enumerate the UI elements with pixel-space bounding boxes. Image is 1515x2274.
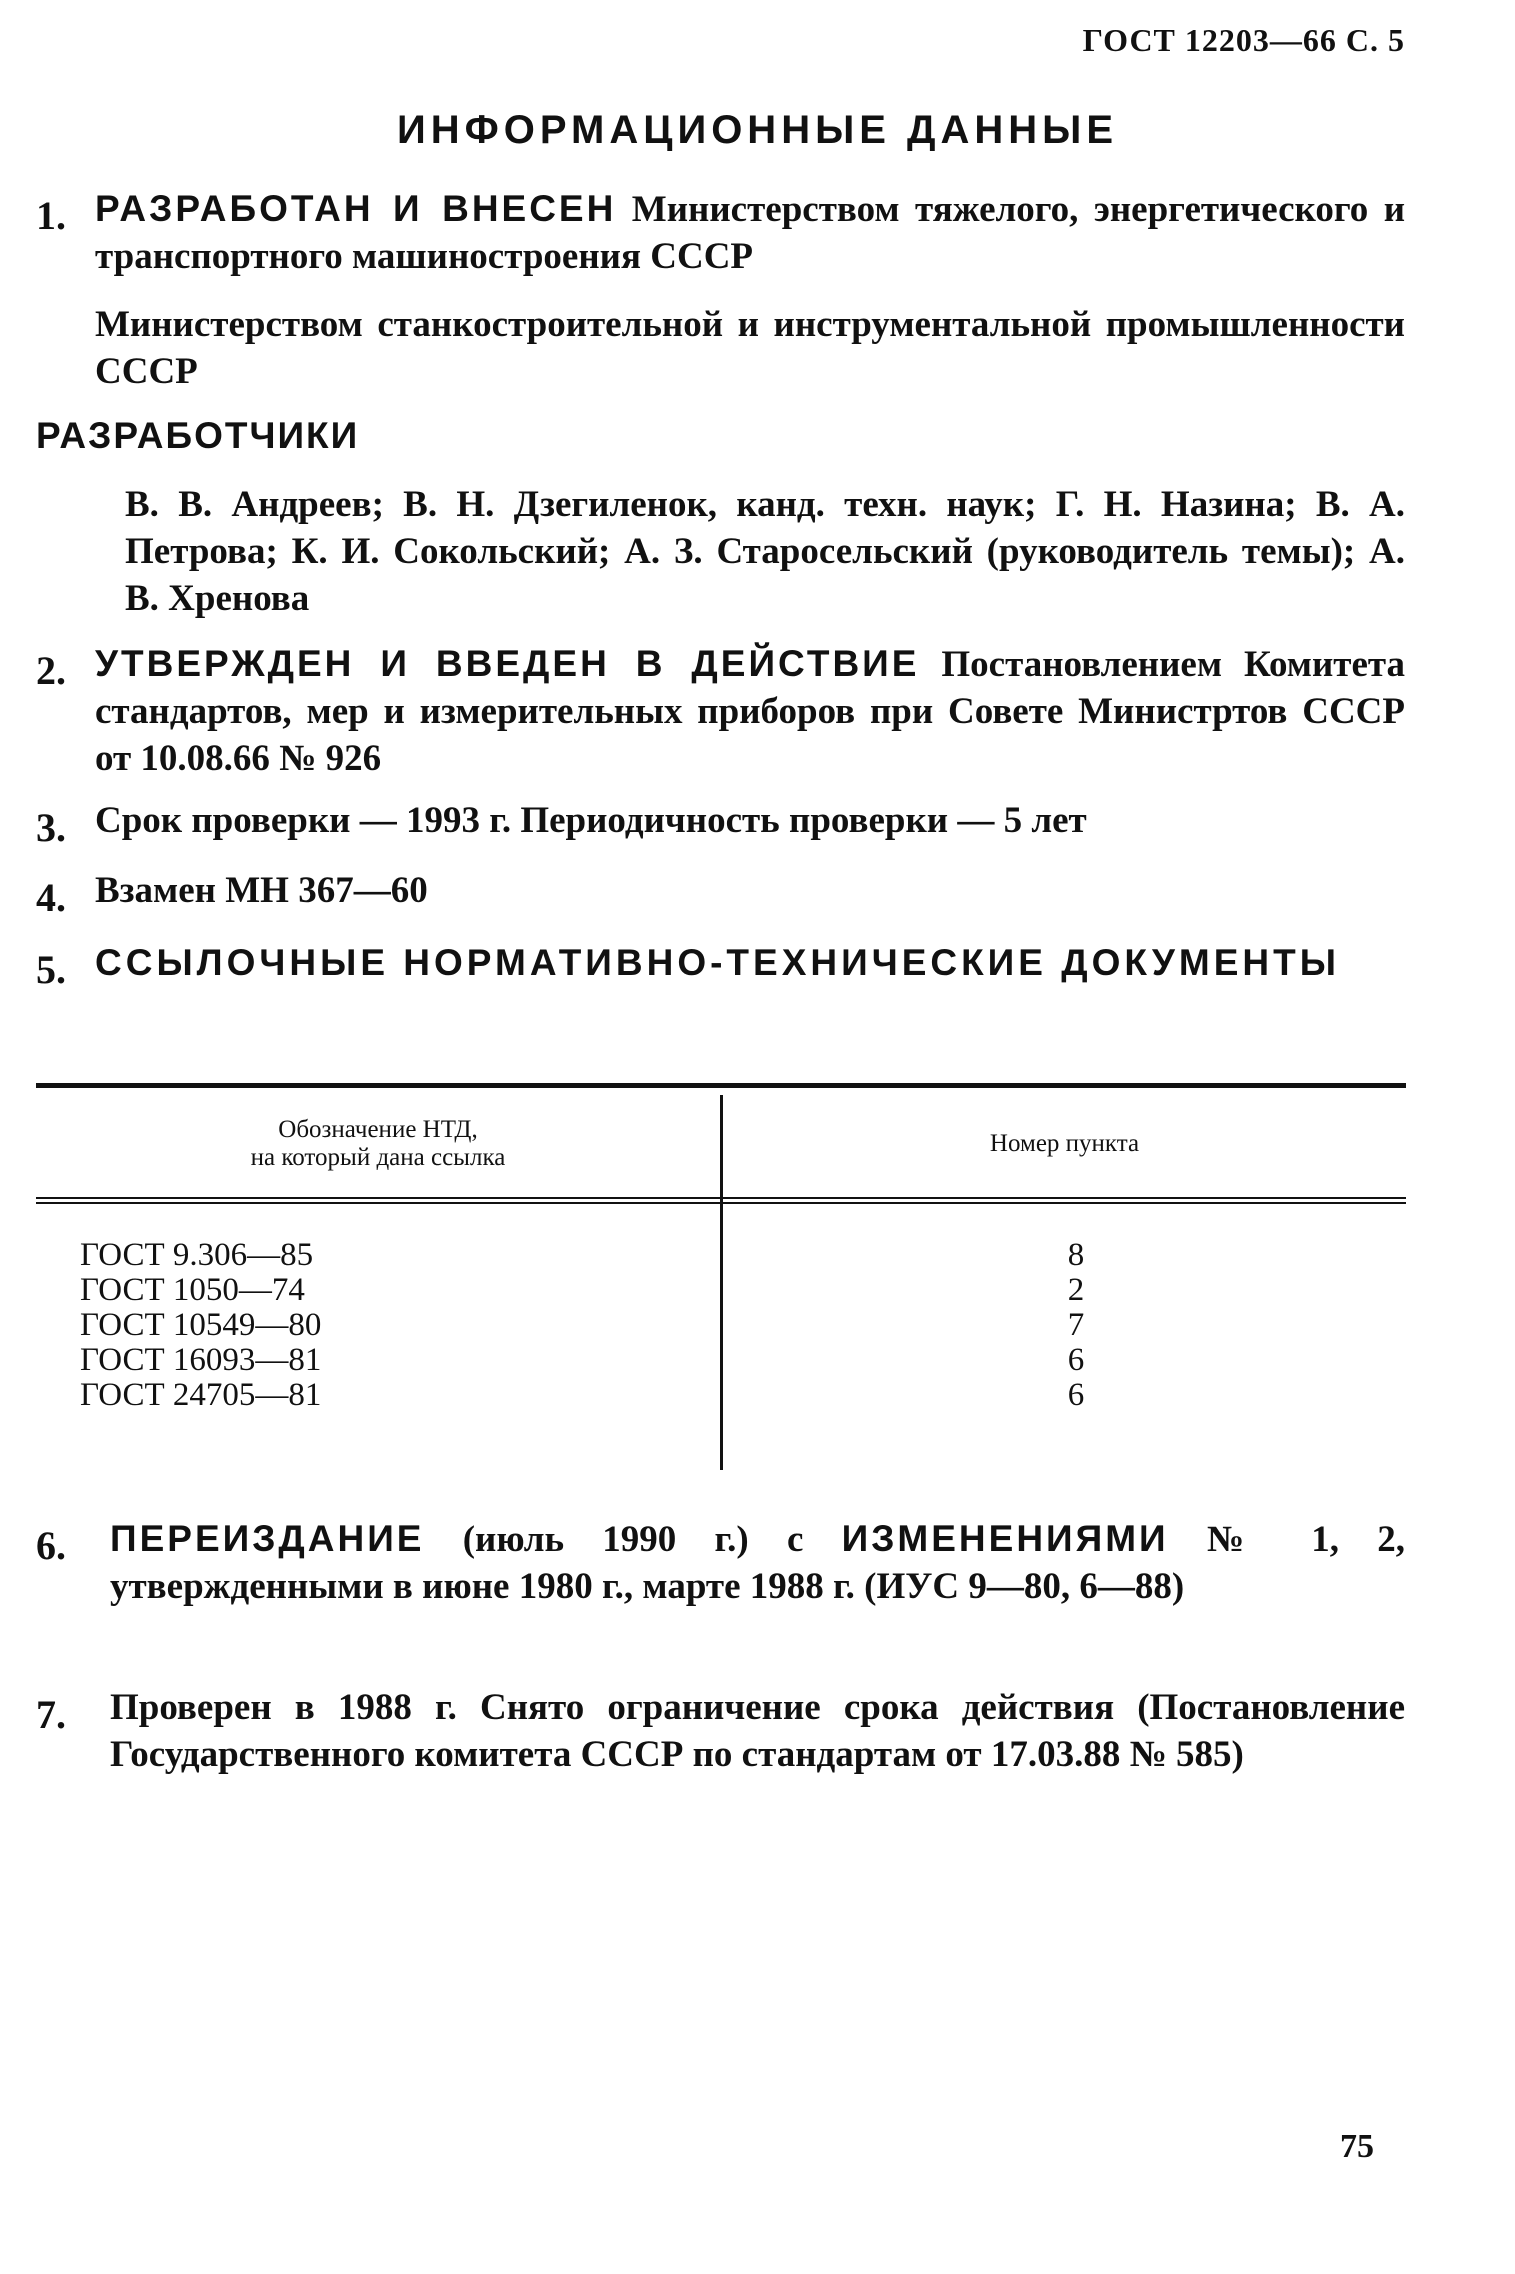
item-2-lead: УТВЕРЖДЕН И ВВЕДЕН В ДЕЙСТВИЕ: [95, 643, 920, 684]
item-6-paragraph: [110, 1515, 1405, 1610]
item-3-text: Срок проверки — 1993 г. Периодичность проверки — 5 лет: [95, 800, 1087, 841]
table-row: ГОСТ 24705—81: [80, 1377, 322, 1413]
developers-heading: РАЗРАБОТЧИКИ: [36, 415, 360, 456]
item-2-paragraph: [95, 640, 1405, 782]
table-top-rule: [36, 1083, 1406, 1088]
page-title: ИНФОРМАЦИОННЫЕ ДАННЫЕ: [396, 108, 1119, 152]
table-cell-item: 6: [1067, 1377, 1085, 1413]
item-5-lead: ССЫЛОЧНЫЕ НОРМАТИВНО-ТЕХНИЧЕСКИЕ ДОКУМЕНТЫ: [95, 942, 1340, 983]
item-5-number: 5.: [36, 947, 66, 992]
table-row: ГОСТ 10549—80: [80, 1307, 322, 1343]
table-cell-item: 2: [1067, 1272, 1085, 1308]
item-6-lead-2: ИЗМЕНЕНИЯМИ: [841, 1518, 1169, 1559]
item-4-text: Взамен МН 367—60: [95, 870, 428, 911]
table-cell-item: 8: [1067, 1237, 1085, 1273]
table-row: ГОСТ 9.306—85: [80, 1237, 314, 1273]
table-header-item-number: Номер пункта: [989, 1130, 1140, 1157]
item-6-text-2: № 1, 2, утвержденными в июне 1980 г., марте 1988 г. (ИУС 9—80, 6—88): [110, 1519, 1406, 1607]
table-header-designation-line1: Обозначение НТД,: [278, 1116, 478, 1143]
table-row: ГОСТ 16093—81: [80, 1342, 322, 1378]
table-cell-item: 7: [1067, 1307, 1085, 1343]
item-4-number: 4.: [36, 875, 66, 920]
item-1-text-2: Министерством станкостроительной и инструментальной промышленности СССР: [95, 304, 1405, 392]
running-header: ГОСТ 12203—66 С. 5: [1082, 22, 1405, 58]
item-1-number: 1.: [36, 193, 66, 238]
table-header-rule: [36, 1197, 1406, 1204]
item-6-number: 6.: [36, 1523, 66, 1568]
table-cell-item: 6: [1067, 1342, 1085, 1378]
table-column-items: [1066, 1238, 1086, 1413]
item-2-number: 2.: [36, 648, 66, 693]
developers-names: [125, 481, 1405, 622]
table-column-docs: [80, 1238, 321, 1413]
reference-table: [36, 1083, 1406, 1473]
item-3-number: 3.: [36, 805, 66, 850]
table-header-designation-line2: на который дана ссылка: [250, 1144, 506, 1171]
developers-names-text: В. В. Андреев; В. Н. Дзегиленок, канд. техн. наук; Г. Н. Назина; В. А. Петрова; К. И. Сокольский; А. З. Старосельский (руководитель темы); А. В. Хренова: [125, 484, 1405, 619]
item-1-lead: РАЗРАБОТАН И ВНЕСЕН: [95, 188, 617, 229]
page-number: 75: [1340, 2128, 1374, 2165]
item-1-paragraph: [95, 185, 1405, 280]
table-row: ГОСТ 1050—74: [80, 1272, 305, 1308]
item-6-lead: ПЕРЕИЗДАНИЕ: [110, 1518, 425, 1559]
item-1-text: Министерством тяжелого, энергетического и транспортного машиностроения СССР: [95, 189, 1406, 277]
item-7-text: Проверен в 1988 г. Снято ограничение срока действия (Постановление Государственного комитета СССР по стандартам от 17.03.88 № 585): [110, 1687, 1405, 1775]
table-header-designation: [36, 1116, 720, 1172]
item-2-text: Постановлением Комитета стандартов, мер и измерительных приборов при Совете Министртов СССР от 10.08.66 № 926: [95, 644, 1406, 779]
item-7-number: 7.: [36, 1692, 66, 1737]
item-6-text-1: (июль 1990 г.) с: [462, 1519, 804, 1560]
